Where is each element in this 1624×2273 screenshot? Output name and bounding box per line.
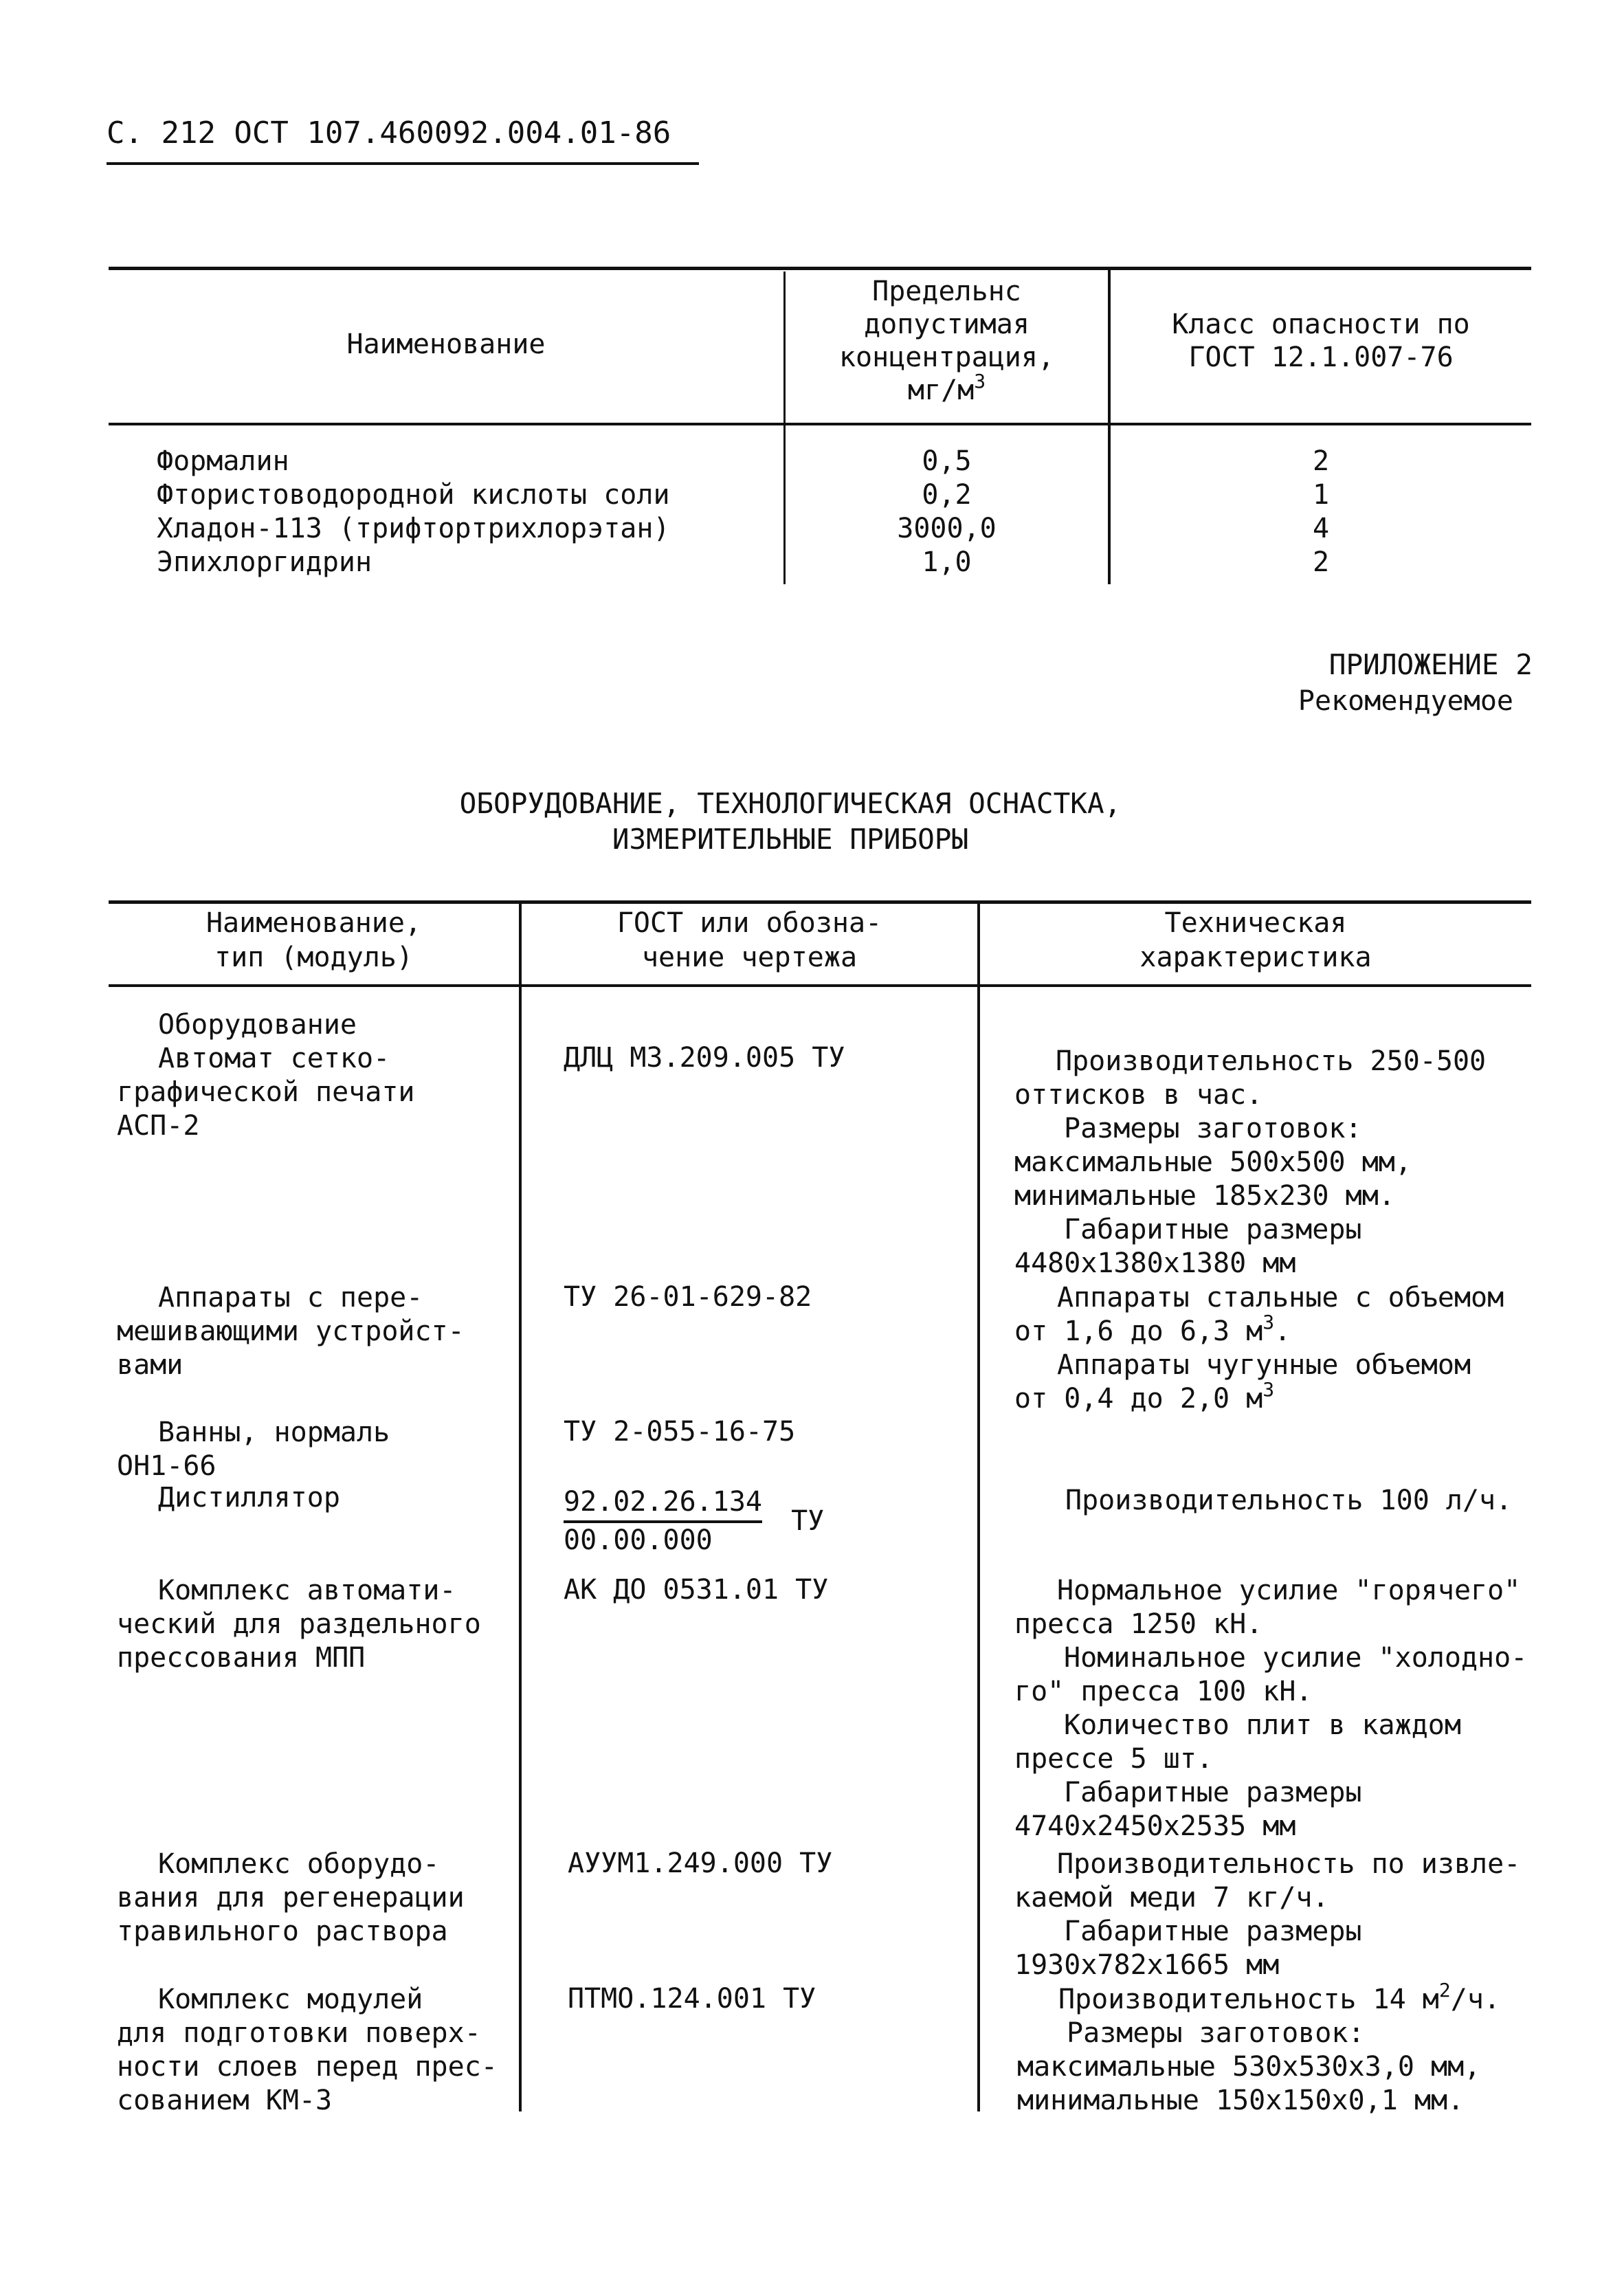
row-name: [117, 1281, 465, 1382]
spec-line: 1930х782х1665 мм: [1014, 1949, 1280, 1981]
name-header-line-1: Наименование,: [205, 907, 422, 939]
name-line: для подготовки поверх-: [117, 2017, 481, 2049]
spec-line: Габаритные размеры: [1064, 1214, 1362, 1245]
appendix-note: Рекомендуемое: [1298, 685, 1513, 717]
row-gost: ТУ 2-055-16-75: [564, 1416, 796, 1448]
hazard-line-1: Класс опасности по: [1172, 309, 1470, 340]
row-pdk: 1,0: [922, 546, 972, 578]
spec-line: каемой меди 7 кг/ч.: [1014, 1882, 1329, 1914]
spec-line: от 1,6 до 6,3 $м^3$.: [1014, 1311, 1291, 1347]
table1-top-border: [109, 267, 1531, 270]
appendix-label: ПРИЛОЖЕНИЕ 2: [1328, 648, 1533, 681]
row-gost: ДЛЦ М3.209.005 ТУ: [564, 1042, 845, 1074]
name-line: графической печати: [117, 1076, 415, 1108]
name-line: Автомат сетко-: [158, 1043, 390, 1074]
row-name: Фтористоводородной кислоты соли: [157, 479, 670, 511]
table1-header-pdk: [786, 275, 1108, 407]
row-hazard: 4: [1312, 513, 1330, 544]
spec-line: Нормальное усилие "горячего": [1057, 1575, 1521, 1606]
spec-line: максимальные 530х530х3,0 мм,: [1017, 2051, 1481, 2083]
spec-header-line-2: характеристика: [1139, 942, 1372, 973]
table2-header-gost: [522, 906, 977, 975]
table1-header-hazard: [1111, 308, 1531, 374]
row-spec: [1014, 1574, 1527, 1843]
row-gost-fraction: [564, 1485, 824, 1557]
table2-col-divider-2: [977, 903, 980, 2111]
section-title-line-1: ОБОРУДОВАНИЕ, ТЕХНОЛОГИЧЕСКАЯ ОСНАСТКА,: [459, 787, 1122, 820]
pdk-line-1: Предельнс: [872, 276, 1021, 307]
row-name: Хладон-113 (трифтортрихлорэтан): [157, 513, 670, 544]
spec-line: пресса 1250 кН.: [1014, 1608, 1263, 1640]
row-name: [117, 1416, 390, 1483]
name-line: ческий для раздельного: [117, 1608, 481, 1640]
pdk-line-3: концентрация,: [838, 342, 1055, 373]
name-line: АСП-2: [117, 1110, 200, 1142]
group-title: Оборудование: [158, 1009, 357, 1041]
row-hazard: 2: [1312, 445, 1330, 477]
name-line: прессования МПП: [117, 1642, 366, 1674]
name-line: вами: [117, 1349, 183, 1381]
row-name: [117, 1042, 414, 1143]
spec-line: Габаритные размеры: [1064, 1916, 1362, 1947]
spec-line: 4480х1380х1380 мм: [1014, 1248, 1296, 1279]
name-line: Комплекс оборудо-: [158, 1848, 440, 1880]
header-underline: [107, 162, 699, 165]
spec-line: оттисков в час.: [1014, 1079, 1263, 1111]
gost-numerator: 92.02.26.134: [564, 1485, 762, 1523]
row-hazard: 1: [1312, 479, 1330, 511]
name-line: мешивающими устройст-: [117, 1316, 465, 1347]
spec-line: прессе 5 шт.: [1014, 1743, 1213, 1775]
name-line: ности слоев перед прес-: [117, 2051, 498, 2083]
row-pdk: 0,5: [922, 445, 972, 477]
row-spec: Производительность 100 л/ч.: [1065, 1485, 1513, 1516]
spec-line: Производительность 250-500: [1056, 1045, 1487, 1077]
row-name: Эпихлоргидрин: [157, 546, 372, 578]
table1-header-name: Наименование: [346, 329, 546, 360]
spec-line: Размеры заготовок:: [1064, 1113, 1362, 1144]
gost-denominator: 00.00.000: [564, 1524, 713, 1556]
row-hazard: 2: [1312, 546, 1330, 578]
gost-suffix: ТУ: [791, 1505, 825, 1537]
hazard-line-2: ГОСТ 12.1.007-76: [1188, 342, 1454, 373]
name-line: Ванны, нормаль: [158, 1417, 390, 1448]
spec-line: минимальные 150х150х0,1 мм.: [1017, 2085, 1465, 2116]
row-name: [117, 1983, 498, 2118]
row-gost: ПТМО.124.001 ТУ: [568, 1983, 816, 2015]
row-spec: [1014, 1848, 1520, 1982]
table2-header-spec: [980, 906, 1531, 975]
name-line: Комплекс автомати-: [158, 1575, 456, 1606]
row-spec: [1014, 1281, 1504, 1416]
page-header: С. 212 ОСТ 107.460092.004.01-86: [107, 115, 671, 151]
name-line: сованием КМ-3: [117, 2085, 333, 2116]
row-name: Дистиллятор: [158, 1482, 340, 1514]
spec-line: минимальные 185х230 мм.: [1014, 1180, 1395, 1212]
gost-header-line-2: чение чертежа: [641, 942, 858, 973]
spec-line: Производительность по извле-: [1057, 1848, 1521, 1880]
row-gost: АК ДО 0531.01 ТУ: [564, 1574, 829, 1606]
spec-line: максимальные 500х500 мм,: [1014, 1146, 1412, 1178]
row-name: [117, 1848, 465, 1949]
spec-line: Производительность 14 $м^2/ч$.: [1058, 1979, 1500, 2015]
row-name: [117, 1574, 481, 1675]
spec-line: го" пресса 100 кН.: [1014, 1676, 1313, 1707]
spec-line: Аппараты стальные с объемом: [1057, 1282, 1504, 1313]
spec-header-line-1: Техническая: [1164, 907, 1347, 939]
table2-header-name: [109, 906, 519, 975]
spec-line: Количество плит в каждом: [1064, 1709, 1461, 1741]
row-gost: АУУМ1.249.000 ТУ: [568, 1848, 833, 1879]
name-line: травильного раствора: [117, 1916, 448, 1947]
name-header-line-2: тип (модуль): [214, 942, 413, 973]
spec-line: Размеры заготовок:: [1067, 2017, 1365, 2049]
name-line: Комплекс модулей: [158, 1984, 423, 2015]
row-spec: [1014, 1045, 1486, 1280]
row-gost: ТУ 26-01-629-82: [564, 1281, 812, 1313]
pdk-line-2: допустимая: [864, 309, 1030, 340]
spec-line: Аппараты чугунные объемом: [1057, 1349, 1471, 1381]
spec-line: от 0,4 до 2,0 $м^3$: [1014, 1378, 1275, 1415]
section-title: [206, 786, 1375, 857]
spec-line: Габаритные размеры: [1064, 1777, 1362, 1808]
spec-line: Номинальное усилие "холодно-: [1064, 1642, 1528, 1674]
name-line: вания для регенерации: [117, 1882, 465, 1914]
table2-top-border: [109, 900, 1531, 904]
pdk-line-4: $мг/м^3$: [907, 370, 986, 406]
row-pdk: 3000,0: [897, 513, 997, 544]
gost-header-line-1: ГОСТ или обозна-: [616, 907, 882, 939]
table1-header-border: [109, 423, 1531, 425]
row-spec: [1017, 1979, 1500, 2118]
name-line: Аппараты с пере-: [158, 1282, 423, 1313]
section-title-line-2: ИЗМЕРИТЕЛЬНЫЕ ПРИБОРЫ: [612, 823, 969, 856]
row-name: Формалин: [157, 445, 289, 477]
spec-line: 4740х2450х2535 мм: [1014, 1810, 1296, 1842]
table2-header-border: [109, 984, 1531, 987]
name-line: ОН1-66: [117, 1450, 216, 1482]
table2-col-divider-1: [519, 903, 522, 2111]
row-pdk: 0,2: [922, 479, 972, 511]
